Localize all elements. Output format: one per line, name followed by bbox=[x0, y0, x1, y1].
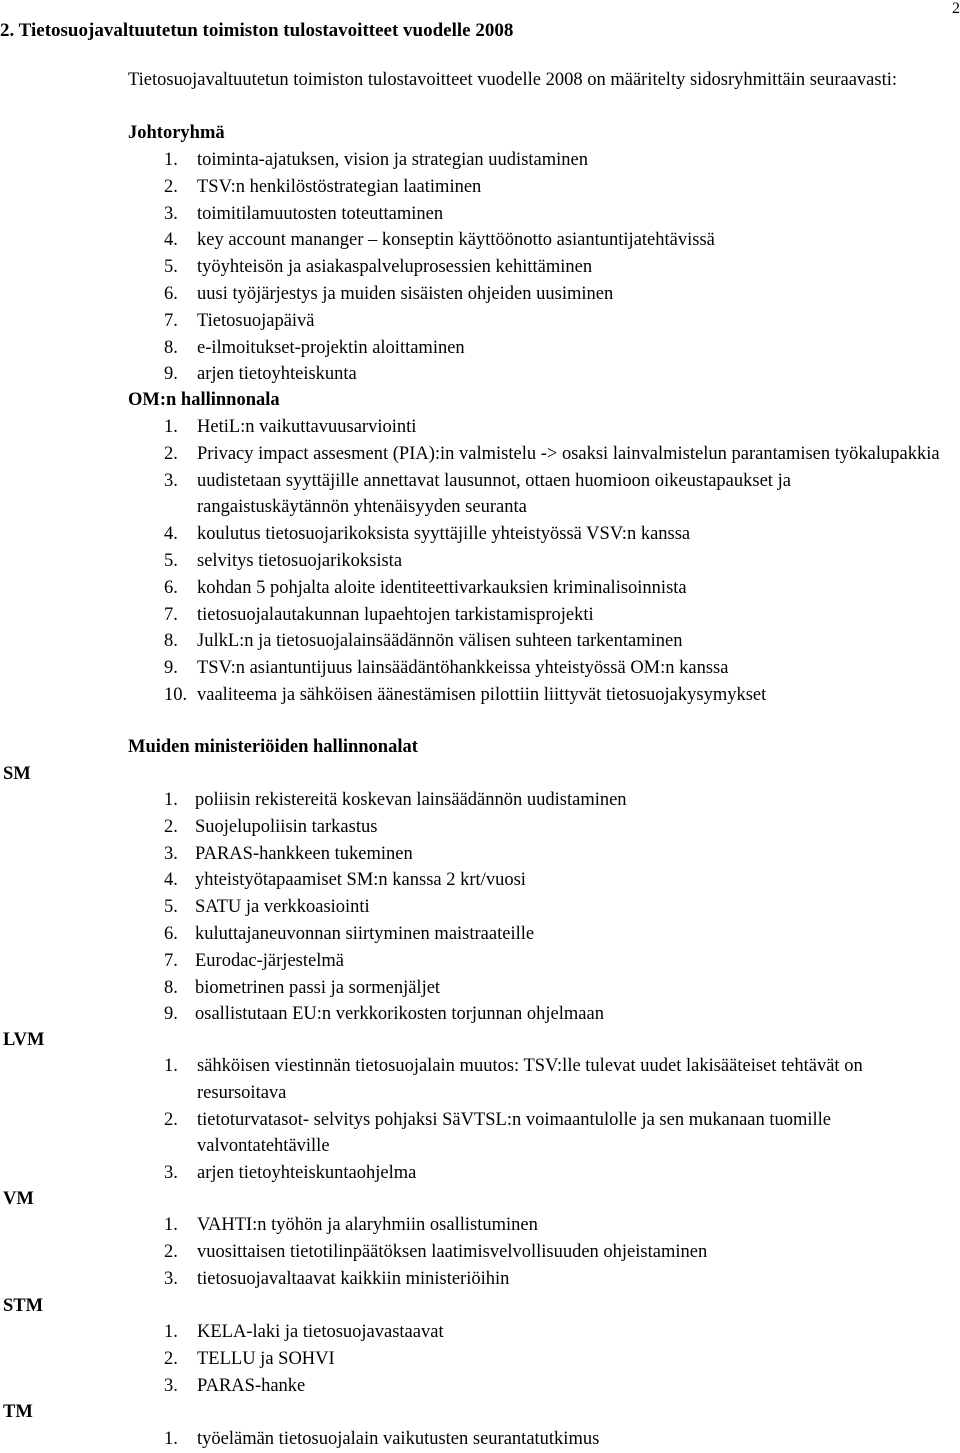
list-number: 1. bbox=[164, 1056, 178, 1076]
list-number: 4. bbox=[164, 230, 178, 251]
om-item bbox=[164, 521, 944, 548]
list-item-text: arjen tietoyhteiskunta bbox=[197, 364, 357, 385]
list-number: 3. bbox=[164, 1375, 178, 1396]
list-item-text: vaaliteema ja sähköisen äänestämisen pilottiin liittyvät tietosuojakysymykset bbox=[197, 684, 767, 705]
om-item bbox=[164, 655, 944, 682]
list-item-text: key account mananger – konseptin käyttöönotto asiantuntijatehtävissä bbox=[197, 230, 715, 251]
list-item-text: yhteistyötapaamiset SM:n kanssa 2 krt/vuosi bbox=[195, 870, 526, 891]
section-heading: 2. Tietosuojavaltuutetun toimiston tulostavoitteet vuodelle 2008 bbox=[0, 20, 514, 41]
sm-item bbox=[164, 894, 944, 921]
list-item-text: TSV:n asiantuntijuus lainsäädäntöhankkeissa yhteistyössä OM:n kanssa bbox=[197, 658, 729, 679]
list-item-text: poliisin rekistereitä koskevan lainsäädännön uudistaminen bbox=[195, 790, 627, 810]
johtoryhma-item bbox=[164, 281, 944, 308]
list-number: 3. bbox=[164, 843, 178, 864]
list-item-text: työelämän tietosuojalain vaikutusten seurantatutkimus bbox=[197, 1429, 600, 1449]
om-item bbox=[164, 628, 944, 655]
list-number: 1. bbox=[164, 790, 178, 810]
list-item-text: osallistutaan EU:n verkkorikosten torjunnan ohjelmaan bbox=[195, 1004, 604, 1025]
lvm-item bbox=[164, 1160, 944, 1187]
list-item-text: kuluttajaneuvonnan siirtyminen maistraateille bbox=[195, 923, 535, 944]
list-number: 1. bbox=[164, 150, 178, 170]
tm-item bbox=[164, 1426, 944, 1453]
om-item bbox=[164, 575, 944, 602]
sm-item bbox=[164, 814, 944, 841]
list-number: 9. bbox=[164, 1004, 178, 1025]
list-item-text: tietosuojavaltaavat kaikkiin ministeriöihin bbox=[197, 1268, 510, 1289]
list-number: 6. bbox=[164, 923, 178, 944]
list-item-text: uudistetaan syyttäjille annettavat lausunnot, ottaen huomioon oikeustapaukset ja rangaistuskäytännön yhtenäisyyden seuranta bbox=[197, 470, 791, 518]
om-list bbox=[164, 414, 944, 709]
list-item-text: TSV:n henkilöstöstrategian laatiminen bbox=[197, 176, 482, 197]
vm-item bbox=[164, 1239, 944, 1266]
list-number: 2. bbox=[164, 176, 178, 197]
johtoryhma-list bbox=[164, 147, 944, 388]
list-number: 3. bbox=[164, 1268, 178, 1289]
johtoryhma-item bbox=[164, 227, 944, 254]
list-number: 8. bbox=[164, 631, 178, 652]
intro-paragraph: Tietosuojavaltuutetun toimiston tulostavoitteet vuodelle 2008 on määritelty sidosryhmittäin seuraavasti: bbox=[128, 70, 898, 90]
list-number: 6. bbox=[164, 283, 178, 304]
muiden-ministerioiden-heading: Muiden ministeriöiden hallinnonalat bbox=[128, 737, 418, 757]
list-number: 3. bbox=[164, 470, 178, 491]
list-number: 7. bbox=[164, 604, 178, 625]
vm-label: VM bbox=[3, 1189, 34, 1209]
sm-item bbox=[164, 975, 944, 1002]
list-number: 5. bbox=[164, 550, 178, 571]
list-item-text: toiminta-ajatuksen, vision ja strategian uudistaminen bbox=[197, 150, 588, 170]
list-item-text: KELA-laki ja tietosuojavastaavat bbox=[197, 1322, 444, 1342]
list-number: 7. bbox=[164, 950, 178, 971]
list-item-text: biometrinen passi ja sormenjäljet bbox=[195, 977, 441, 998]
om-item bbox=[164, 414, 944, 441]
list-number: 3. bbox=[164, 1163, 178, 1184]
list-item-text: e-ilmoitukset-projektin aloittaminen bbox=[197, 337, 465, 358]
list-number: 2. bbox=[164, 1241, 178, 1262]
list-item-text: sähköisen viestinnän tietosuojalain muutos: TSV:lle tulevat uudet lakisääteiset tehtävät on resursoitava bbox=[197, 1056, 863, 1103]
johtoryhma-item bbox=[164, 308, 944, 335]
list-item-text: vuosittaisen tietotilinpäätöksen laatimisvelvollisuuden ohjeistaminen bbox=[197, 1241, 708, 1262]
list-number: 7. bbox=[164, 310, 178, 331]
list-item-text: Privacy impact assesment (PIA):in valmistelu -> osaksi lainvalmistelun parantamisen työkalupakkia bbox=[197, 443, 940, 464]
list-item-text: Tietosuojapäivä bbox=[197, 310, 315, 331]
johtoryhma-item bbox=[164, 361, 944, 388]
johtoryhma-item bbox=[164, 254, 944, 281]
tm-label: TM bbox=[3, 1402, 33, 1422]
list-number: 3. bbox=[164, 203, 178, 224]
list-item-text: Eurodac-järjestelmä bbox=[195, 950, 344, 971]
list-number: 2. bbox=[164, 1348, 178, 1369]
list-number: 8. bbox=[164, 337, 178, 358]
om-heading: OM:n hallinnonala bbox=[128, 390, 280, 410]
vm-item bbox=[164, 1266, 944, 1293]
page-number: 2 bbox=[952, 0, 960, 17]
list-number: 10. bbox=[164, 684, 188, 705]
list-item-text: kohdan 5 pohjalta aloite identiteettivarkauksien kriminalisoinnista bbox=[197, 577, 687, 598]
list-item-text: PARAS-hankkeen tukeminen bbox=[195, 843, 413, 864]
list-item-text: SATU ja verkkoasiointi bbox=[195, 897, 370, 918]
sm-item bbox=[164, 841, 944, 868]
list-number: 2. bbox=[164, 443, 178, 464]
list-item-text: selvitys tietosuojarikoksista bbox=[197, 550, 403, 571]
list-item-text: uusi työjärjestys ja muiden sisäisten ohjeiden uusiminen bbox=[197, 283, 614, 304]
stm-item bbox=[164, 1319, 944, 1346]
om-item bbox=[164, 602, 944, 629]
johtoryhma-item bbox=[164, 147, 944, 174]
om-item bbox=[164, 682, 944, 709]
list-item-text: tietoturvatasot- selvitys pohjaksi SäVTSL:n voimaantulolle ja sen mukanaan tuomille valvontatehtäville bbox=[197, 1109, 832, 1157]
sm-item bbox=[164, 921, 944, 948]
sm-item bbox=[164, 1001, 944, 1028]
tm-list bbox=[164, 1426, 944, 1453]
johtoryhma-item bbox=[164, 335, 944, 362]
lvm-item bbox=[164, 1107, 944, 1161]
om-item bbox=[164, 548, 944, 575]
list-number: 2. bbox=[164, 816, 178, 837]
list-number: 4. bbox=[164, 870, 178, 891]
list-item-text: Suojelupoliisin tarkastus bbox=[195, 816, 378, 837]
list-item-text: PARAS-hanke bbox=[197, 1375, 306, 1396]
list-number: 5. bbox=[164, 897, 178, 918]
list-item-text: JulkL:n ja tietosuojalainsäädännön välisen suhteen tarkentaminen bbox=[197, 631, 683, 652]
list-number: 4. bbox=[164, 524, 178, 545]
list-item-text: työyhteisön ja asiakaspalveluprosessien kehittäminen bbox=[197, 257, 593, 278]
list-item-text: TELLU ja SOHVI bbox=[197, 1348, 335, 1369]
list-number: 9. bbox=[164, 364, 178, 385]
list-number: 9. bbox=[164, 658, 178, 679]
list-number: 1. bbox=[164, 417, 178, 437]
list-item-text: koulutus tietosuojarikoksista syyttäjille yhteistyössä VSV:n kanssa bbox=[197, 524, 691, 545]
sm-item bbox=[164, 787, 944, 814]
sm-item bbox=[164, 867, 944, 894]
sm-label: SM bbox=[3, 764, 31, 784]
om-item bbox=[164, 468, 944, 522]
list-number: 1. bbox=[164, 1429, 178, 1449]
list-number: 1. bbox=[164, 1322, 178, 1342]
list-item-text: arjen tietoyhteiskuntaohjelma bbox=[197, 1163, 417, 1184]
lvm-label: LVM bbox=[3, 1030, 45, 1050]
list-number: 1. bbox=[164, 1215, 178, 1235]
stm-item bbox=[164, 1373, 944, 1400]
list-item-text: HetiL:n vaikuttavuusarviointi bbox=[197, 417, 417, 437]
stm-list bbox=[164, 1319, 944, 1399]
lvm-item bbox=[164, 1053, 944, 1107]
list-number: 8. bbox=[164, 977, 178, 998]
vm-list bbox=[164, 1212, 944, 1292]
sm-item bbox=[164, 948, 944, 975]
list-item-text: tietosuojalautakunnan lupaehtojen tarkistamisprojekti bbox=[197, 604, 594, 625]
om-item bbox=[164, 441, 944, 468]
list-number: 6. bbox=[164, 577, 178, 598]
stm-label: STM bbox=[3, 1296, 44, 1316]
johtoryhma-heading: Johtoryhmä bbox=[128, 123, 225, 143]
list-item-text: toimitilamuutosten toteuttaminen bbox=[197, 203, 444, 224]
stm-item bbox=[164, 1346, 944, 1373]
johtoryhma-item bbox=[164, 174, 944, 201]
list-number: 5. bbox=[164, 257, 178, 278]
vm-item bbox=[164, 1212, 944, 1239]
list-number: 2. bbox=[164, 1109, 178, 1130]
list-item-text: VAHTI:n työhön ja alaryhmiin osallistuminen bbox=[197, 1215, 538, 1235]
johtoryhma-item bbox=[164, 201, 944, 228]
lvm-list bbox=[164, 1053, 944, 1187]
sm-list bbox=[164, 787, 944, 1028]
